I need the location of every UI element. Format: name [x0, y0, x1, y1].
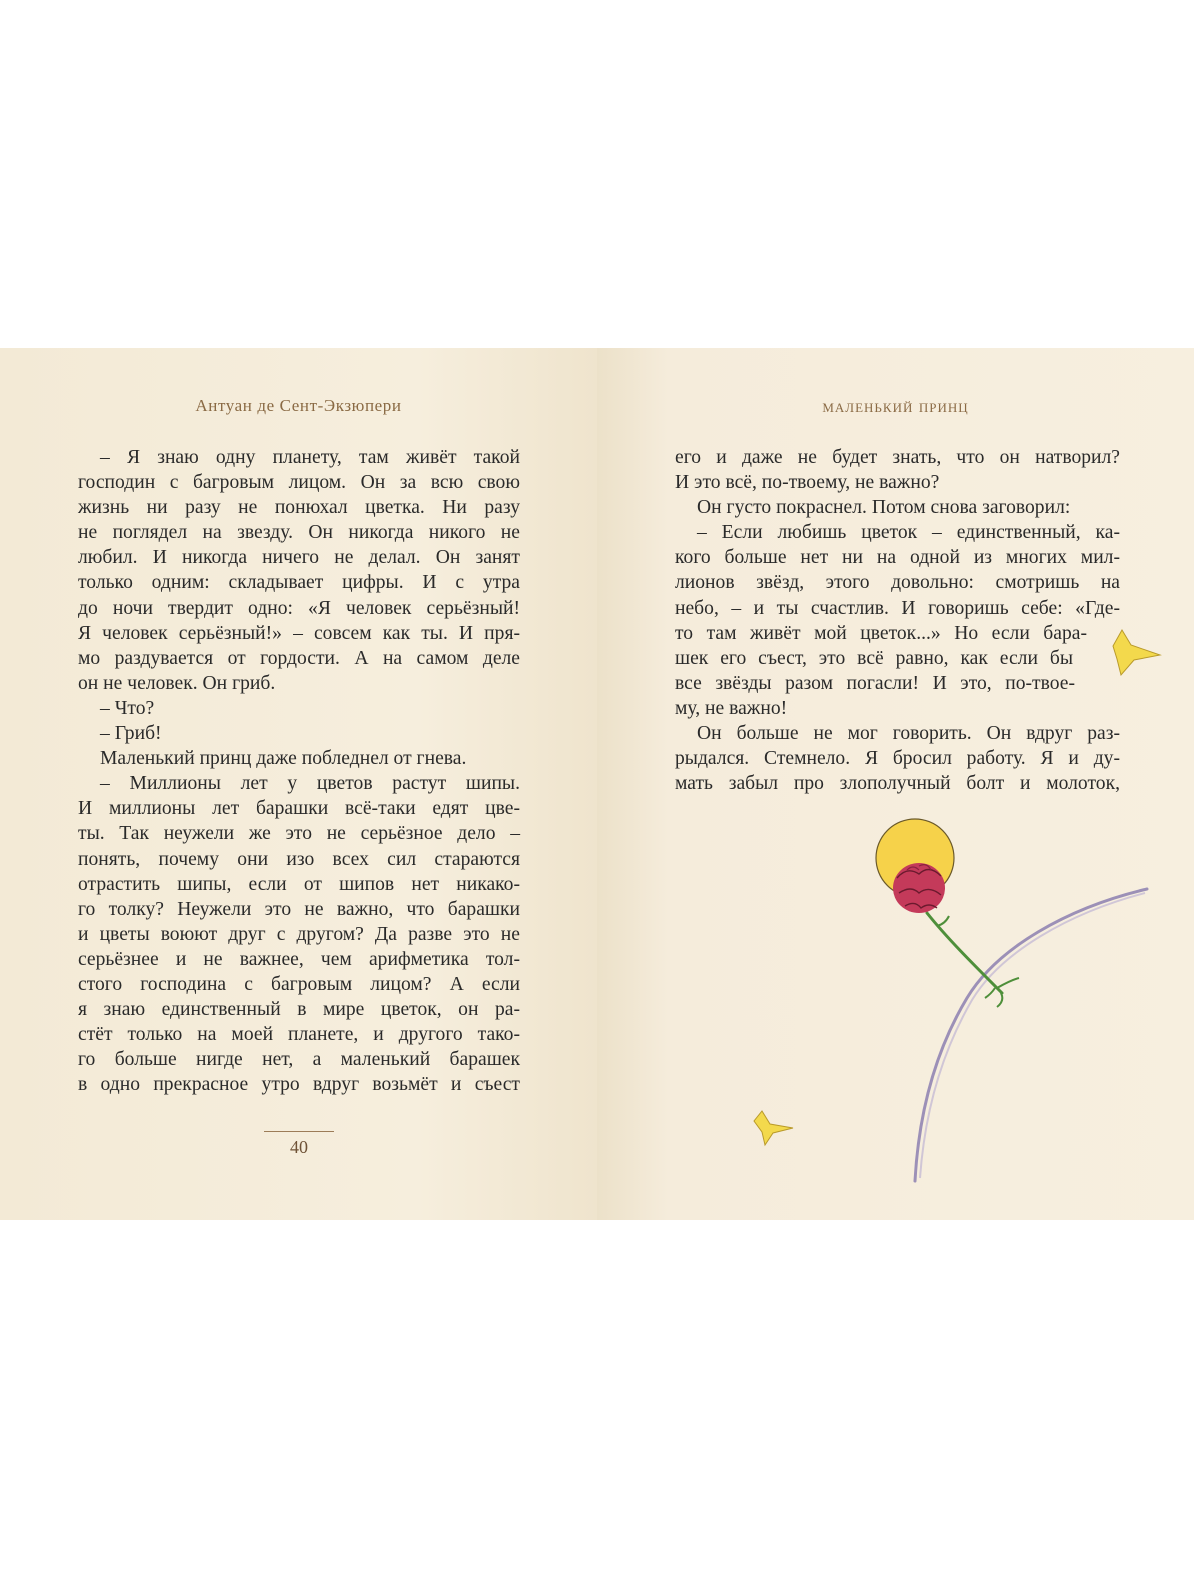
text-line: – Что?	[100, 697, 155, 719]
text-line: му, не важно!	[675, 697, 788, 719]
text-line: до ночи твердит одно: «Я человек серьёзный!	[78, 597, 520, 619]
planet-edge-shade	[920, 893, 1145, 1178]
text-line: – Если любишь цветок – единственный, ка-	[697, 522, 1120, 544]
text-line: серьёзнее и не важнее, чем арифметика тол-	[78, 948, 520, 970]
text-line: Я человек серьёзный!» – совсем как ты. И пря-	[78, 622, 520, 644]
sun-icon	[876, 819, 954, 897]
text-line: кого больше нет ни на одной из многих мил-	[675, 547, 1120, 569]
text-line: – Я знаю одну планету, там живёт такой	[100, 447, 520, 468]
right-page	[597, 348, 1194, 1220]
text-line: го больше нигде нет, а маленький барашек	[78, 1049, 520, 1071]
text-line: шек его съест, это всё равно, как если бы	[675, 647, 1073, 669]
text-line: Маленький принц даже побледнел от гнева.	[100, 748, 467, 770]
left-page	[0, 348, 597, 1220]
text-line: и цветы воюют друг с другом? Да разве это не	[78, 923, 520, 945]
right-page-text	[675, 445, 1120, 796]
page-number-rule	[264, 1131, 334, 1132]
text-line: – Миллионы лет у цветов растут шипы.	[100, 773, 520, 795]
text-line: только одним: складывает цифры. И с утра	[78, 572, 520, 594]
flower-leaf	[985, 978, 1019, 1007]
text-line: не поглядел на звезду. Он никогда никого не	[78, 522, 520, 544]
text-line: жизнь ни разу не понюхал цветка. Ни разу	[78, 497, 520, 519]
text-line: любил. И никогда ничего не делал. Он занят	[78, 547, 520, 569]
text-line: И миллионы лет барашки всё-таки едят цве-	[78, 798, 520, 820]
text-line: – Гриб!	[100, 723, 162, 745]
text-line: мо раздувается от гордости. А на самом деле	[78, 647, 520, 669]
running-head-author: Антуан де Сент-Экзюпери	[195, 396, 402, 415]
text-line: я знаю единственный в мире цветок, он ра-	[78, 999, 520, 1021]
star-icon	[1113, 630, 1160, 675]
text-line: отрастить шипы, если от шипов нет никако-	[78, 873, 520, 895]
flower-stem	[927, 913, 1002, 993]
text-line: лионов звёзд, этого довольно: смотришь на	[675, 572, 1120, 594]
text-line: в одно прекрасное утро вдруг возьмёт и съест	[78, 1074, 520, 1096]
text-line: мать забыл про злополучный болт и молоток,	[675, 773, 1120, 795]
text-line: И это всё, по-твоему, не важно?	[675, 472, 940, 494]
text-line: он не человек. Он гриб.	[78, 672, 276, 694]
text-line: Он густо покраснел. Потом снова заговорил:	[697, 497, 1071, 519]
text-line: все звёзды разом погасли! И это, по-твое-	[675, 672, 1075, 694]
text-line: его и даже не будет знать, что он натворил?	[675, 447, 1120, 468]
text-line: Он больше не мог говорить. Он вдруг раз-	[697, 723, 1120, 745]
text-line: господин с багровым лицом. Он за всю свою	[78, 472, 520, 494]
text-line: рыдался. Стемнело. Я бросил работу. Я и ду-	[675, 748, 1120, 770]
page-number: 40	[290, 1137, 308, 1157]
text-line: стого господина с багровым лицом? А если	[78, 973, 520, 995]
text-line: то там живёт мой цветок...» Но если бара-	[675, 622, 1087, 644]
planet-edge	[915, 889, 1147, 1181]
left-page-text	[78, 445, 520, 1097]
book-spread	[0, 348, 1194, 1220]
text-line: понять, почему они изо всех сил стараются	[78, 848, 520, 870]
flower-leaf	[937, 916, 949, 926]
text-line: ты. Так неужели же это не серьёзное дело –	[78, 823, 520, 845]
text-line: го толку? Неужели это не важно, что барашки	[78, 898, 520, 920]
star-icon	[754, 1111, 793, 1145]
rose-icon	[893, 863, 945, 913]
text-line: небо, – и ты счастлив. И говоришь себе: «Где-	[675, 597, 1120, 619]
running-head-title: маленький принц	[822, 396, 969, 416]
text-line: стёт только на моей планете, и другого тако-	[78, 1024, 520, 1046]
